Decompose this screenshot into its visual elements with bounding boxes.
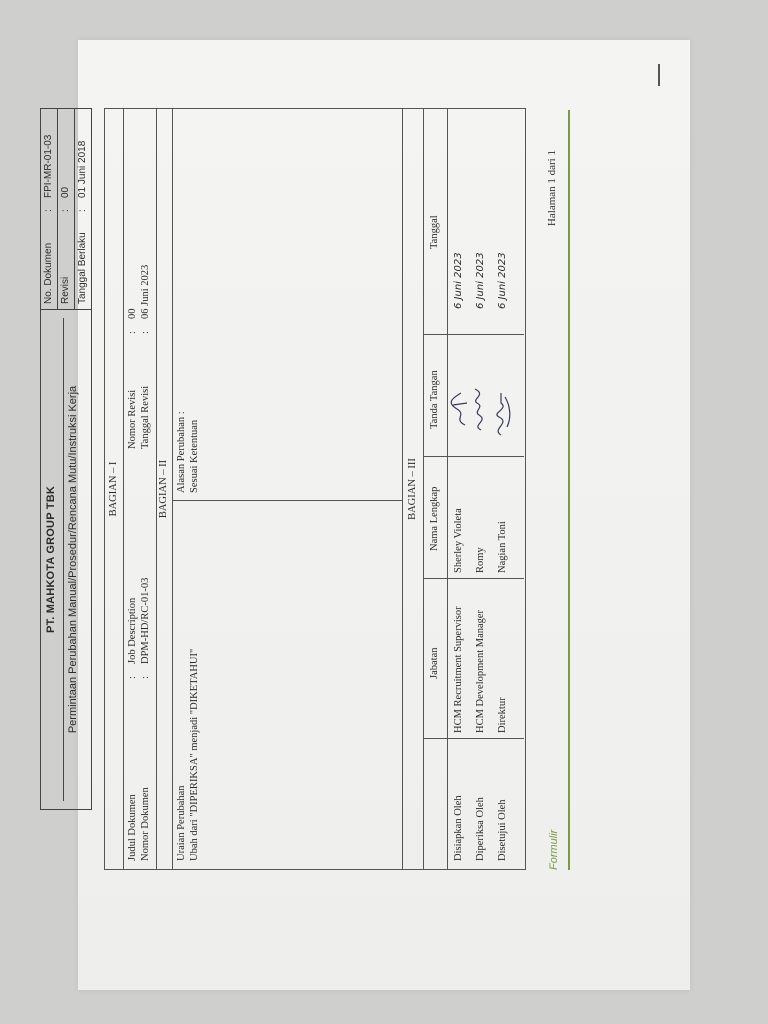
section-3-title: BAGIAN – III xyxy=(407,458,418,520)
document-header xyxy=(40,108,92,810)
meta-colon: : xyxy=(60,209,71,212)
tanggal-revisi-label: Tanggal Revisi xyxy=(140,385,151,449)
revisi-value: 00 xyxy=(127,308,138,319)
column-divider xyxy=(423,456,524,457)
nama-value: Nagian Toni xyxy=(497,521,508,573)
column-divider xyxy=(423,334,524,335)
nomor-value: DPM-HD/RC-01-03 xyxy=(140,577,151,664)
colon: : xyxy=(140,331,151,334)
signature-2 xyxy=(467,387,491,433)
tanggal-revisi-value: 06 Juni 2023 xyxy=(140,264,151,319)
judul-label: Judul Dokumen xyxy=(127,794,138,861)
jabatan-value: Direktur xyxy=(497,697,508,733)
meta-row xyxy=(58,109,75,309)
alasan-value: Sesuai Ketentuan xyxy=(189,419,200,493)
nama-value: Sherley Violeta xyxy=(453,508,464,573)
col-header-ttd: Tanda Tangan xyxy=(429,370,440,429)
column-divider xyxy=(423,578,524,579)
footer-rule xyxy=(568,110,570,870)
footer-page-number: Halaman 1 dari 1 xyxy=(546,150,558,227)
role-label: Diperiksa Oleh xyxy=(475,797,486,861)
staple-mark xyxy=(658,64,660,86)
col-header-jabatan: Jabatan xyxy=(429,647,440,679)
uraian-value: Ubah dari "DIPERIKSA" menjadi "DIKETAHUI" xyxy=(189,648,200,861)
role-label: Disetujui Oleh xyxy=(497,799,508,861)
meta-value: 00 xyxy=(60,186,71,198)
section-2-title: BAGIAN – II xyxy=(158,459,169,519)
meta-label: Tanggal Berlaku xyxy=(77,232,88,304)
meta-label: Revisi xyxy=(60,276,71,304)
divider xyxy=(156,109,157,869)
rotated-document xyxy=(40,110,600,870)
header-meta xyxy=(41,109,91,309)
tanggal-value: 6 Juni 2023 xyxy=(475,252,486,309)
meta-colon: : xyxy=(77,209,88,212)
tanggal-value: 6 Juni 2023 xyxy=(497,252,508,309)
uraian-label: Uraian Perubahan xyxy=(176,785,187,861)
divider xyxy=(123,109,124,869)
meta-value: FPI-MR-01-03 xyxy=(43,134,54,198)
company-name: PT. MAHKOTA GROUP TBK xyxy=(45,486,57,633)
divider xyxy=(172,109,173,869)
divider xyxy=(402,109,403,869)
column-divider xyxy=(172,500,402,501)
colon: : xyxy=(127,676,138,679)
revisi-label: Nomor Revisi xyxy=(127,389,138,449)
header-title-block xyxy=(41,309,91,809)
column-divider xyxy=(423,738,524,739)
alasan-label: Alasan Perubahan : xyxy=(176,411,187,493)
meta-row xyxy=(41,109,58,309)
col-header-nama: Nama Lengkap xyxy=(429,486,440,551)
footer-form-label: Formulir xyxy=(548,829,560,870)
role-label: Disiapkan Oleh xyxy=(453,795,464,861)
jabatan-value: HCM Development Manager xyxy=(475,609,486,733)
judul-value: Job Description xyxy=(127,597,138,664)
jabatan-value: HCM Recruitment Supervisor xyxy=(453,606,464,733)
colon: : xyxy=(140,676,151,679)
divider xyxy=(423,109,424,869)
col-header-tanggal: Tanggal xyxy=(429,215,440,249)
divider xyxy=(447,109,448,869)
meta-row xyxy=(75,109,91,309)
change-request-form xyxy=(104,108,526,870)
colon: : xyxy=(127,331,138,334)
tanggal-value: 6 Juni 2023 xyxy=(453,252,464,309)
nomor-label: Nomor Dokumen xyxy=(140,787,151,861)
meta-colon: : xyxy=(43,209,54,212)
nama-value: Romy xyxy=(475,547,486,573)
meta-label: No. Dokumen xyxy=(43,242,54,304)
form-title: Permintaan Perubahan Manual/Prosedur/Rencana Mutu/Instruksi Kerja xyxy=(63,318,79,801)
section-1-title: BAGIAN – I xyxy=(108,461,119,517)
meta-value: 01 Juni 2018 xyxy=(77,140,88,198)
signature-3 xyxy=(489,391,513,437)
